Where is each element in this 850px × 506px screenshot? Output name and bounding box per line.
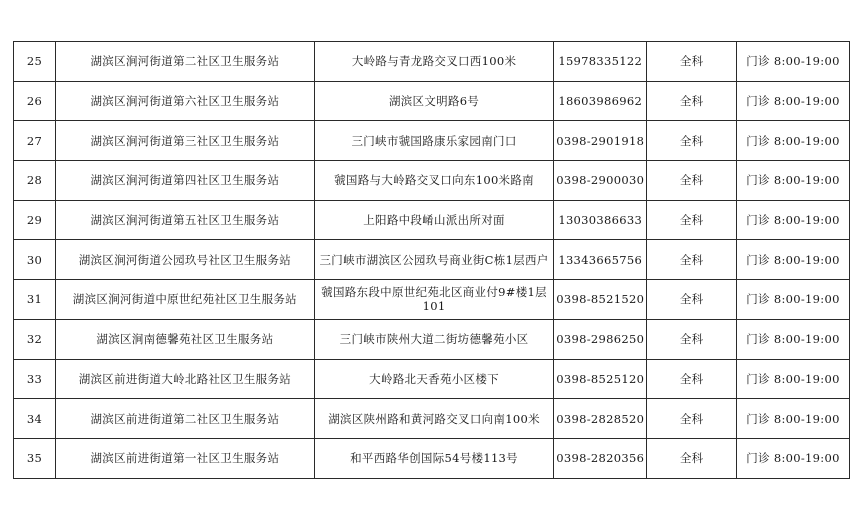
table-row bbox=[14, 200, 850, 240]
station-department: 全科 bbox=[647, 359, 737, 399]
station-name: 湖滨区涧河街道公园玖号社区卫生服务站 bbox=[55, 240, 314, 280]
table-row bbox=[14, 399, 850, 439]
station-address: 和平西路华创国际54号楼113号 bbox=[314, 438, 553, 478]
station-name: 湖滨区涧河街道第六社区卫生服务站 bbox=[55, 81, 314, 121]
station-name: 湖滨区前进街道第二社区卫生服务站 bbox=[55, 399, 314, 439]
row-number: 30 bbox=[14, 240, 56, 280]
row-number: 31 bbox=[14, 280, 56, 320]
station-department: 全科 bbox=[647, 121, 737, 161]
station-phone: 0398-2986250 bbox=[554, 319, 647, 359]
station-name: 湖滨区涧河街道第四社区卫生服务站 bbox=[55, 161, 314, 201]
table-row bbox=[14, 319, 850, 359]
table-row bbox=[14, 280, 850, 320]
table-row bbox=[14, 81, 850, 121]
table-row bbox=[14, 42, 850, 82]
row-number: 34 bbox=[14, 399, 56, 439]
station-department: 全科 bbox=[647, 438, 737, 478]
station-address: 三门峡市湖滨区公园玖号商业街C栋1层西户 bbox=[314, 240, 553, 280]
row-number: 29 bbox=[14, 200, 56, 240]
station-department: 全科 bbox=[647, 240, 737, 280]
station-phone: 15978335122 bbox=[554, 42, 647, 82]
station-address: 大岭路北天香苑小区楼下 bbox=[314, 359, 553, 399]
row-number: 33 bbox=[14, 359, 56, 399]
station-hours: 门诊 8:00-19:00 bbox=[737, 200, 850, 240]
row-number: 26 bbox=[14, 81, 56, 121]
station-department: 全科 bbox=[647, 280, 737, 320]
station-phone: 13343665756 bbox=[554, 240, 647, 280]
table-row bbox=[14, 240, 850, 280]
station-hours: 门诊 8:00-19:00 bbox=[737, 438, 850, 478]
station-address: 大岭路与青龙路交叉口西100米 bbox=[314, 42, 553, 82]
station-phone: 18603986962 bbox=[554, 81, 647, 121]
station-department: 全科 bbox=[647, 81, 737, 121]
table-row bbox=[14, 161, 850, 201]
station-phone: 0398-8525120 bbox=[554, 359, 647, 399]
row-number: 27 bbox=[14, 121, 56, 161]
station-department: 全科 bbox=[647, 200, 737, 240]
station-phone: 0398-2900030 bbox=[554, 161, 647, 201]
row-number: 28 bbox=[14, 161, 56, 201]
row-number: 32 bbox=[14, 319, 56, 359]
station-hours: 门诊 8:00-19:00 bbox=[737, 240, 850, 280]
station-hours: 门诊 8:00-19:00 bbox=[737, 121, 850, 161]
table-row bbox=[14, 438, 850, 478]
station-phone: 0398-2820356 bbox=[554, 438, 647, 478]
station-name: 湖滨区前进街道大岭北路社区卫生服务站 bbox=[55, 359, 314, 399]
station-phone: 0398-2901918 bbox=[554, 121, 647, 161]
station-department: 全科 bbox=[647, 42, 737, 82]
station-hours: 门诊 8:00-19:00 bbox=[737, 42, 850, 82]
station-department: 全科 bbox=[647, 399, 737, 439]
station-hours: 门诊 8:00-19:00 bbox=[737, 399, 850, 439]
station-hours: 门诊 8:00-19:00 bbox=[737, 280, 850, 320]
station-hours: 门诊 8:00-19:00 bbox=[737, 161, 850, 201]
station-name: 湖滨区前进街道第一社区卫生服务站 bbox=[55, 438, 314, 478]
station-hours: 门诊 8:00-19:00 bbox=[737, 359, 850, 399]
station-address: 虢国路东段中原世纪苑北区商业付9#楼1层101 bbox=[314, 280, 553, 320]
station-address: 湖滨区陕州路和黄河路交叉口向南100米 bbox=[314, 399, 553, 439]
row-number: 35 bbox=[14, 438, 56, 478]
station-phone: 0398-2828520 bbox=[554, 399, 647, 439]
station-hours: 门诊 8:00-19:00 bbox=[737, 81, 850, 121]
table-row bbox=[14, 359, 850, 399]
station-name: 湖滨区涧河街道第三社区卫生服务站 bbox=[55, 121, 314, 161]
row-number: 25 bbox=[14, 42, 56, 82]
station-phone: 13030386633 bbox=[554, 200, 647, 240]
station-name: 湖滨区涧南德馨苑社区卫生服务站 bbox=[55, 319, 314, 359]
station-address: 三门峡市陕州大道二街坊德馨苑小区 bbox=[314, 319, 553, 359]
station-address: 湖滨区文明路6号 bbox=[314, 81, 553, 121]
station-phone: 0398-8521520 bbox=[554, 280, 647, 320]
station-name: 湖滨区涧河街道第二社区卫生服务站 bbox=[55, 42, 314, 82]
health-station-table bbox=[13, 41, 850, 479]
station-department: 全科 bbox=[647, 161, 737, 201]
station-name: 湖滨区涧河街道中原世纪苑社区卫生服务站 bbox=[55, 280, 314, 320]
station-name: 湖滨区涧河街道第五社区卫生服务站 bbox=[55, 200, 314, 240]
station-address: 虢国路与大岭路交叉口向东100米路南 bbox=[314, 161, 553, 201]
station-address: 上阳路中段崤山派出所对面 bbox=[314, 200, 553, 240]
station-hours: 门诊 8:00-19:00 bbox=[737, 319, 850, 359]
table-row bbox=[14, 121, 850, 161]
station-address: 三门峡市虢国路康乐家园南门口 bbox=[314, 121, 553, 161]
station-department: 全科 bbox=[647, 319, 737, 359]
